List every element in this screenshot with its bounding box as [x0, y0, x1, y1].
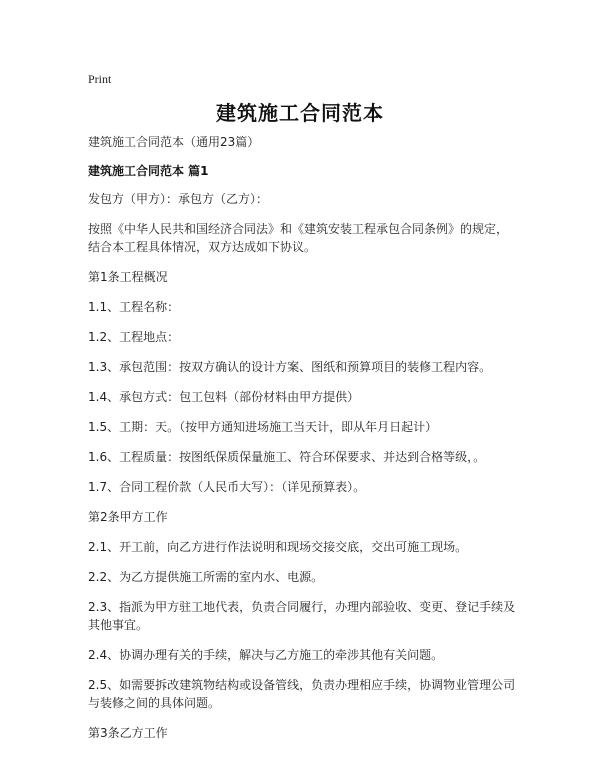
- clause-2-3: 2.3、指派为甲方驻工地代表，负责合同履行，办理内部验收、变更、登记手续及其他事宜。: [88, 600, 516, 632]
- clause-2-2: 2.2、为乙方提供施工所需的室内水、电源。: [88, 570, 324, 584]
- clause-heading-1: 第1条工程概况: [88, 270, 168, 284]
- clause-2-4: 2.4、协调办理有关的手续，解决与乙方施工的牵涉其他有关问题。: [88, 648, 444, 662]
- clause-2-5: 2.5、如需要拆改建筑物结构或设备管线，负责办理相应手续，协调物业管理公司与装修之间的具体问题。: [88, 678, 516, 710]
- paragraph-parties: 发包方（甲方）：承包方（乙方）：: [88, 192, 269, 206]
- clause-1-7: 1.7、合同工程价款（人民币大写）：（详见预算表）。: [88, 480, 366, 494]
- clause-1-5: 1.5、工期：天。（按甲方通知进场施工当天计，即从年月日起计）: [88, 420, 438, 434]
- clause-heading-3: 第3条乙方工作: [88, 726, 168, 740]
- clause-1-6: 1.6、工程质量：按图纸保质保量施工、符合环保要求、并达到合格等级，。: [88, 450, 486, 464]
- clause-1-1: 1.1、工程名称：: [88, 300, 180, 314]
- print-label: Print: [88, 72, 112, 86]
- clause-1-3: 1.3、承包范围：按双方确认的设计方案、图纸和预算项目的装修工程内容。: [88, 360, 492, 374]
- document-body: [88, 133, 518, 742]
- paragraph-intro: 按照《中华人民共和国经济合同法》和《建筑安装工程承包合同条例》的规定，结合本工程具体情况，双方达成如下协议。: [88, 222, 509, 254]
- clause-1-2: 1.2、工程地点：: [88, 330, 180, 344]
- document-subtitle: 建筑施工合同范本（通用23篇）: [88, 135, 260, 149]
- section-heading: 建筑施工合同范本 篇1: [88, 164, 209, 178]
- clause-heading-2: 第2条甲方工作: [88, 510, 168, 524]
- document-title: 建筑施工合同范本: [216, 101, 384, 125]
- clause-2-1: 2.1、开工前，向乙方进行作法说明和现场交接交底，交出可施工现场。: [88, 540, 468, 554]
- clause-1-4: 1.4、承包方式：包工包料（部份材料由甲方提供）: [88, 390, 360, 404]
